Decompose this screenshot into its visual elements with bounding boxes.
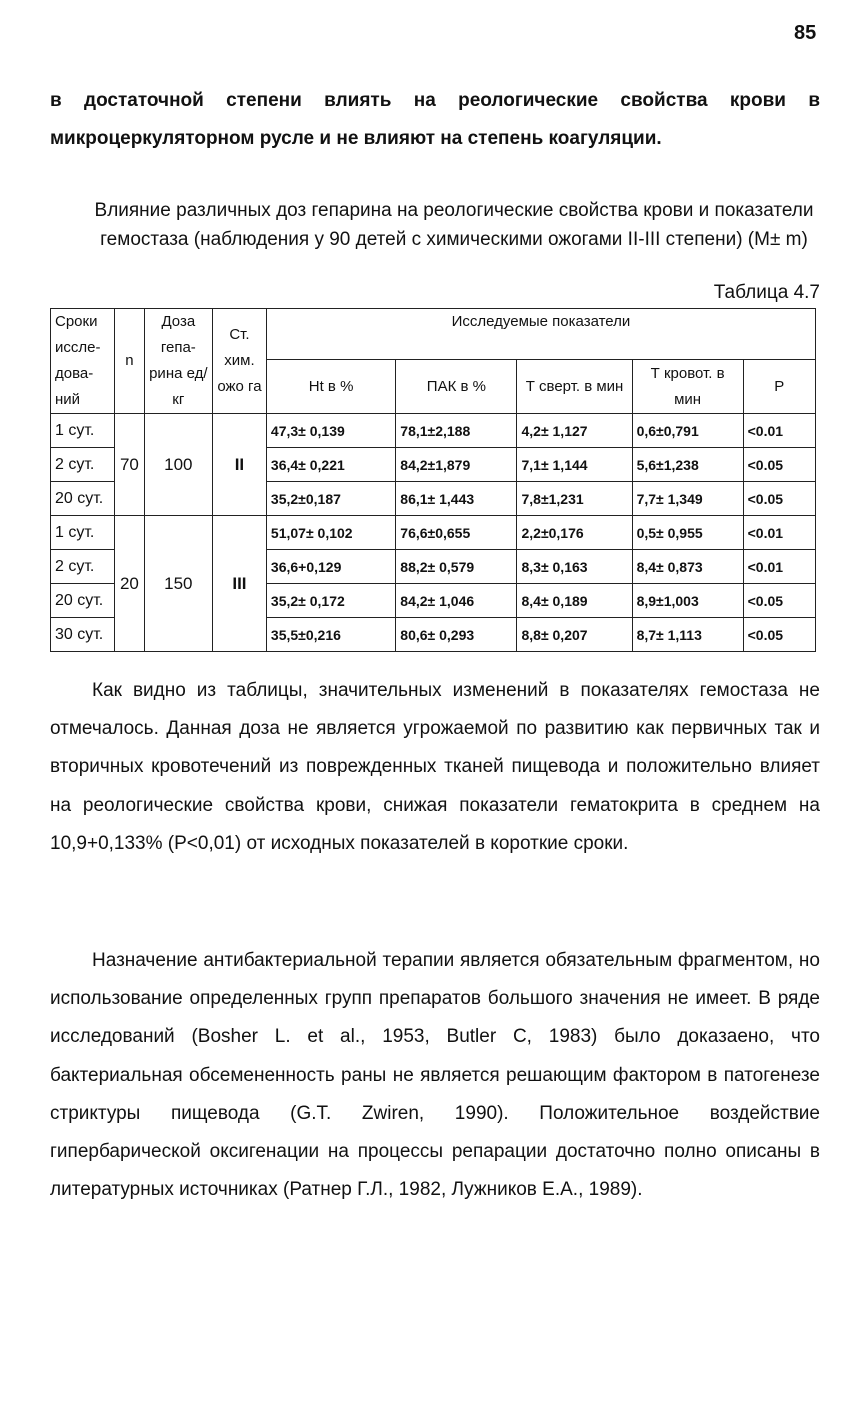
header-dose: Доза гепа- рина ед/кг <box>144 309 212 414</box>
ht-cell: 36,4± 0,221 <box>266 448 395 482</box>
p-cell: <0.05 <box>743 448 815 482</box>
t-svert-cell: 4,2± 1,127 <box>517 414 632 448</box>
dose-cell: 150 <box>144 516 212 652</box>
t-svert-cell: 8,3± 0,163 <box>517 550 632 584</box>
header-term: Сроки иссле- дова- ний <box>51 309 115 414</box>
table-title: Влияние различных доз гепарина на реологические свойства крови и показатели гемостаза (наблюдения у 90 детей с химическими ожогами II-III степени) (M± m) <box>94 200 814 250</box>
header-p: P <box>743 360 815 414</box>
pak-cell: 78,1±2,188 <box>396 414 517 448</box>
header-ht: Ht в % <box>266 360 395 414</box>
pak-cell: 86,1± 1,443 <box>396 482 517 516</box>
pak-cell: 76,6±0,655 <box>396 516 517 550</box>
body-paragraph-1-text: Как видно из таблицы, значительных изменений в показателях гемостаза не отмечалось. Данная доза не является угрожаемой по развитию как первичных так и вторичных кровотечений из поврежденных тканей пищевода и положительно влияет на реологические свойства крови, снижая показатели гематокрита в среднем на 10,9+0,133% (P<0,01) от исходных показателей в короткие сроки. <box>50 680 820 854</box>
t-krovot-cell: 8,9±1,003 <box>632 584 743 618</box>
ht-cell: 35,2± 0,172 <box>266 584 395 618</box>
n-cell: 70 <box>115 414 145 516</box>
table-row <box>51 414 816 448</box>
term-cell: 20 сут. <box>51 584 115 618</box>
t-svert-cell: 8,8± 0,207 <box>517 618 632 652</box>
term-cell: 1 сут. <box>51 414 115 448</box>
burn-cell: III <box>212 516 266 652</box>
ht-cell: 35,5±0,216 <box>266 618 395 652</box>
header-burn-degree: Ст. хим. ожо га <box>212 309 266 414</box>
t-krovot-cell: 8,7± 1,113 <box>632 618 743 652</box>
results-table <box>50 308 816 652</box>
t-krovot-cell: 5,6±1,238 <box>632 448 743 482</box>
p-cell: <0.01 <box>743 516 815 550</box>
t-krovot-cell: 0,5± 0,955 <box>632 516 743 550</box>
term-cell: 20 сут. <box>51 482 115 516</box>
body-paragraph-1 <box>50 672 820 863</box>
page-number: 85 <box>794 22 817 44</box>
t-svert-cell: 2,2±0,176 <box>517 516 632 550</box>
table-label: Таблица 4.7 <box>713 282 820 303</box>
intro-paragraph: в достаточной степени влиять на реологические свойства крови в микроцеркуляторном русле и не влияют на степень коагуляции. <box>50 90 820 150</box>
t-svert-cell: 8,4± 0,189 <box>517 584 632 618</box>
dose-cell: 100 <box>144 414 212 516</box>
p-cell: <0.05 <box>743 584 815 618</box>
table-row <box>51 516 816 550</box>
t-krovot-cell: 0,6±0,791 <box>632 414 743 448</box>
term-cell: 30 сут. <box>51 618 115 652</box>
header-pak: ПАК в % <box>396 360 517 414</box>
pak-cell: 84,2± 1,046 <box>396 584 517 618</box>
header-n: n <box>115 309 145 414</box>
term-cell: 1 сут. <box>51 516 115 550</box>
header-t-krovot: Т кровот. в мин <box>632 360 743 414</box>
p-cell: <0.05 <box>743 482 815 516</box>
ht-cell: 47,3± 0,139 <box>266 414 395 448</box>
pak-cell: 88,2± 0,579 <box>396 550 517 584</box>
n-cell: 20 <box>115 516 145 652</box>
header-t-svert: Т сверт. в мин <box>517 360 632 414</box>
t-krovot-cell: 7,7± 1,349 <box>632 482 743 516</box>
p-cell: <0.01 <box>743 414 815 448</box>
body-paragraph-2 <box>50 942 820 1209</box>
ht-cell: 51,07± 0,102 <box>266 516 395 550</box>
p-cell: <0.01 <box>743 550 815 584</box>
ht-cell: 36,6+0,129 <box>266 550 395 584</box>
body-paragraph-2-text: Назначение антибактериальной терапии является обязательным фрагментом, но использование определенных групп препаратов большого значения не имеет. В ряде исследований (Bosher L. et al., 1953, Butler C, 1983) было доказаено, что бактериальная обсемененность раны не является решающим фактором в патогенезе стриктуры пищевода (G.T. Zwiren, 1990). Положительное воздействие гипербарической оксигенации на процессы репарации достаточно полно описаны в литературных источниках (Ратнер Г.Л., 1982, Лужников Е.А., 1989). <box>50 950 820 1201</box>
p-cell: <0.05 <box>743 618 815 652</box>
header-group: Исследуемые показатели <box>266 309 815 360</box>
t-svert-cell: 7,8±1,231 <box>517 482 632 516</box>
t-svert-cell: 7,1± 1,144 <box>517 448 632 482</box>
term-cell: 2 сут. <box>51 448 115 482</box>
pak-cell: 80,6± 0,293 <box>396 618 517 652</box>
ht-cell: 35,2±0,187 <box>266 482 395 516</box>
t-krovot-cell: 8,4± 0,873 <box>632 550 743 584</box>
term-cell: 2 сут. <box>51 550 115 584</box>
pak-cell: 84,2±1,879 <box>396 448 517 482</box>
burn-cell: II <box>212 414 266 516</box>
